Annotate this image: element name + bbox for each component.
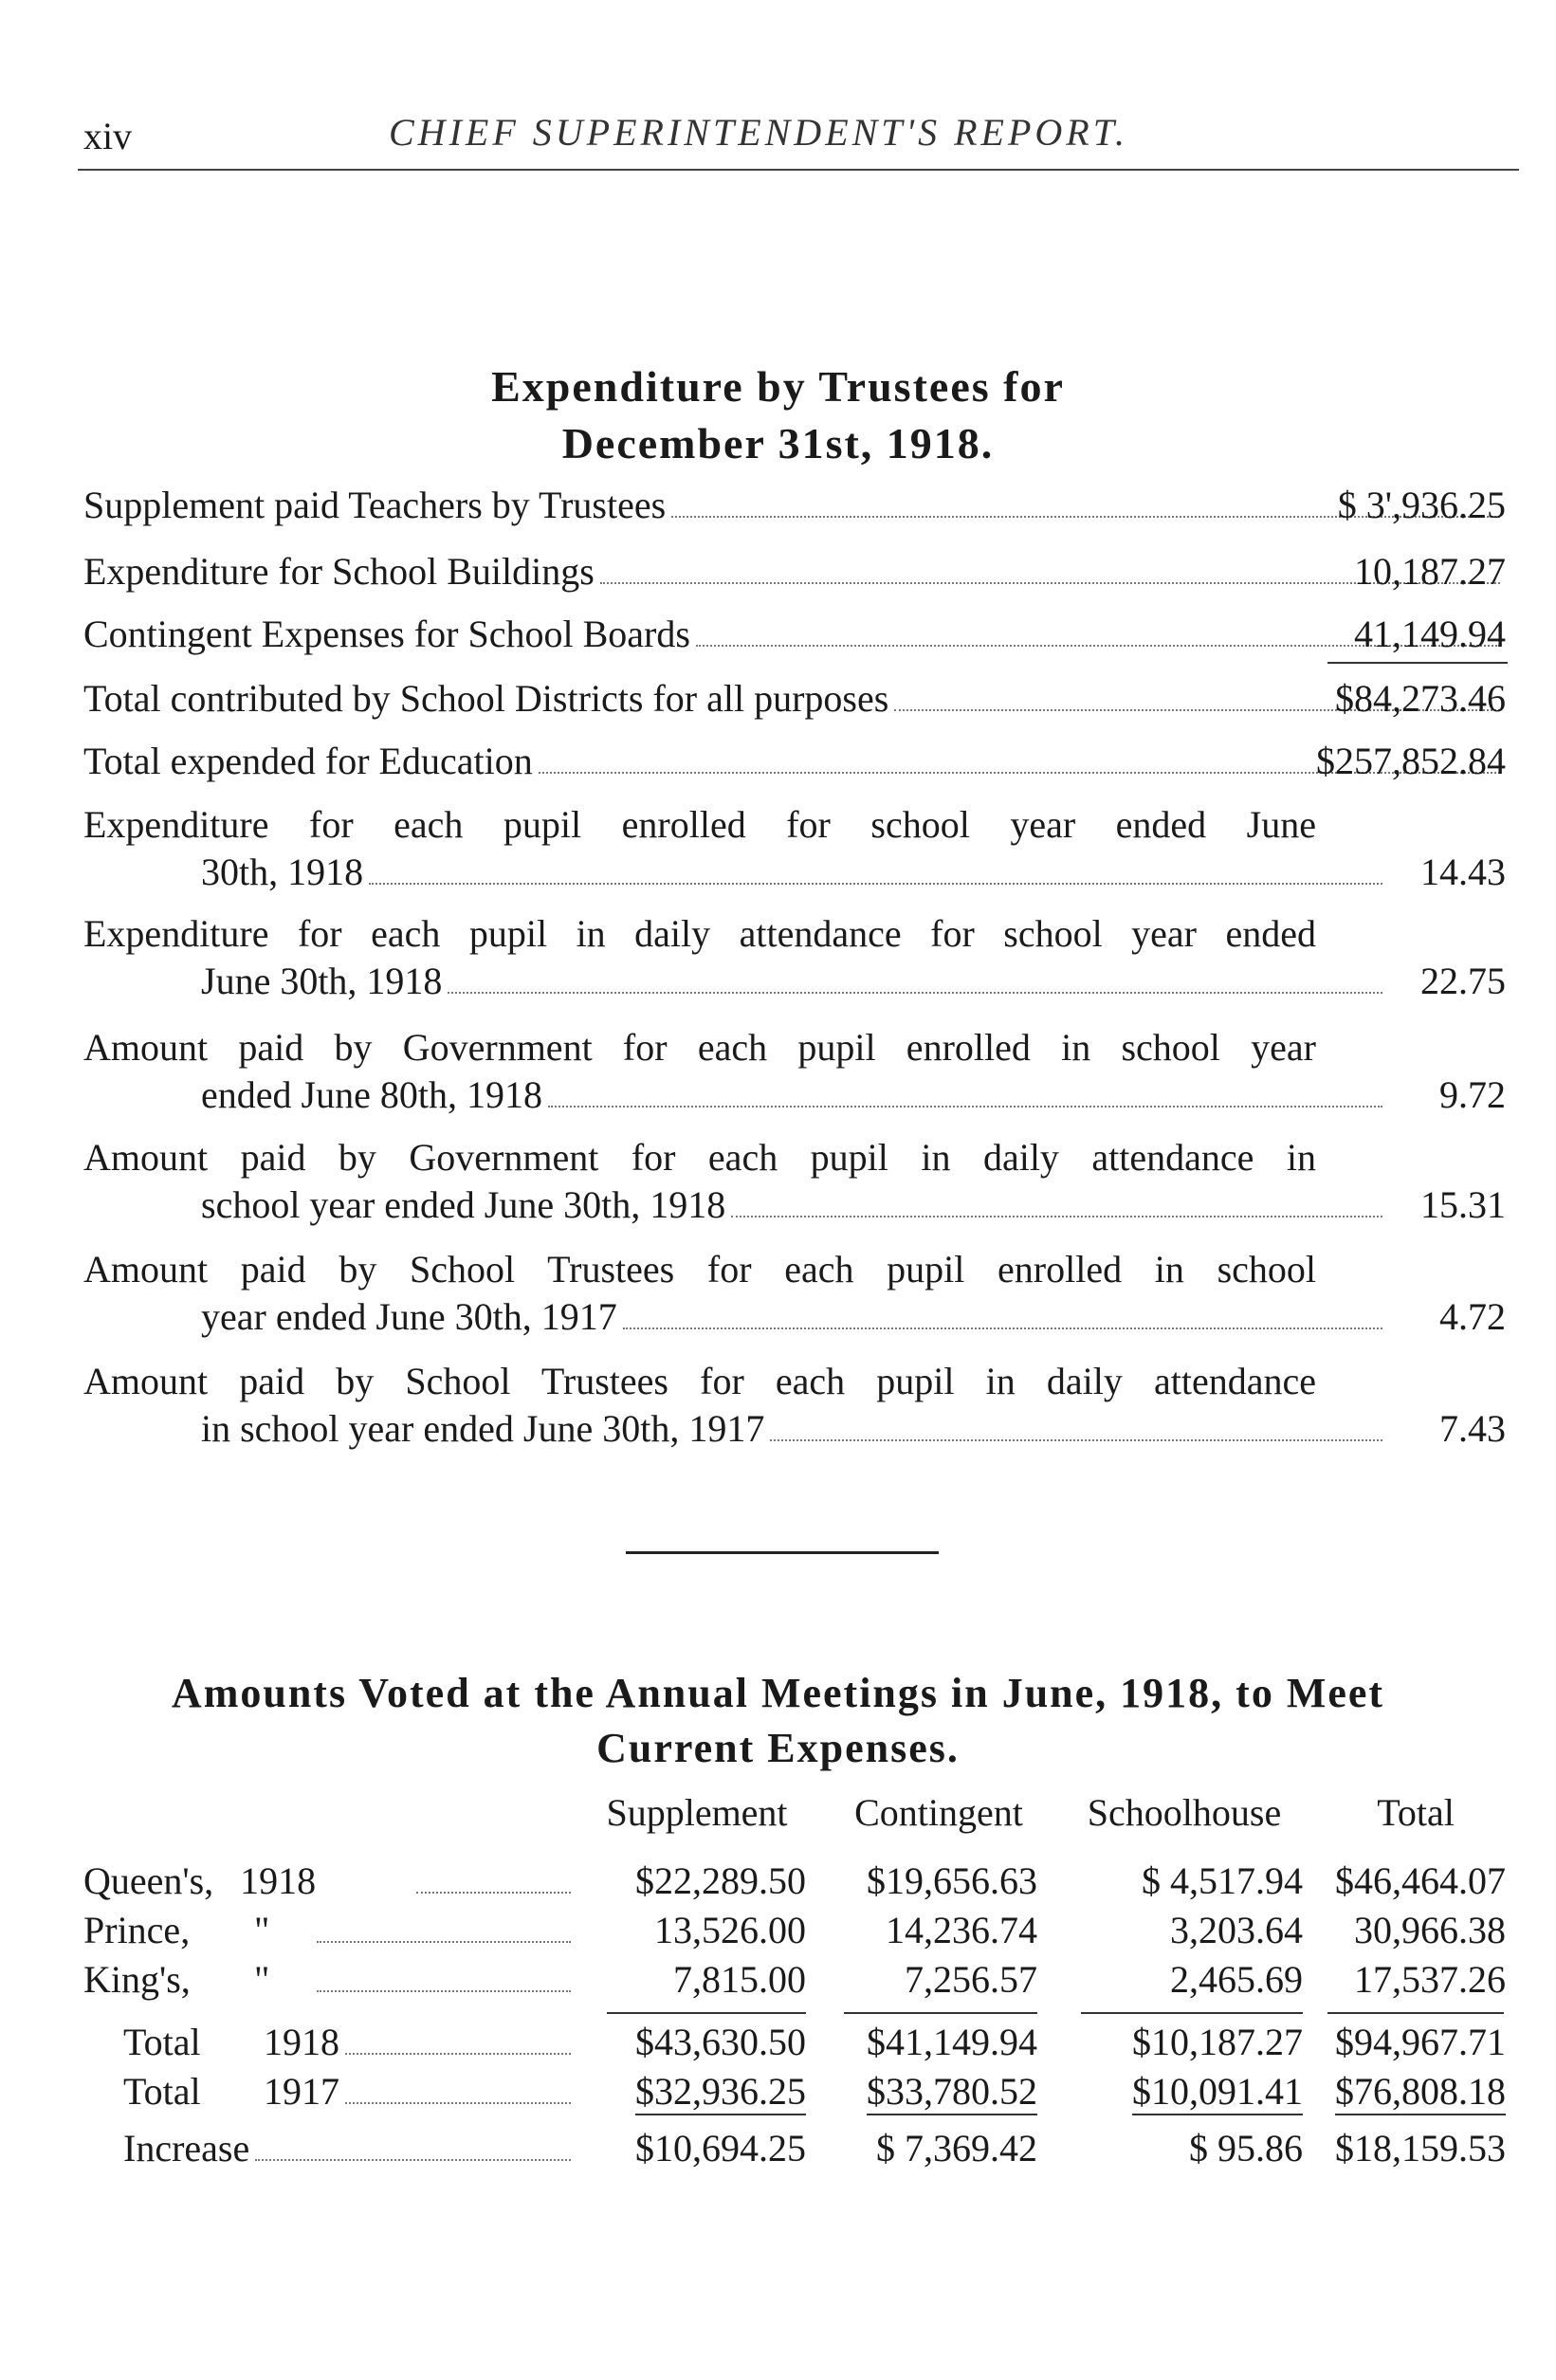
cell-contingent: $19,656.63: [867, 1859, 1037, 1902]
sum-rule: [607, 2012, 806, 2014]
leader-dots: [317, 1990, 571, 1992]
row-year: 1917: [264, 2070, 339, 2113]
cell-contingent: 14,236.74: [886, 1909, 1037, 1951]
row-amount: 9.72: [1439, 1073, 1506, 1116]
cell-contingent: $ 7,369.42: [876, 2127, 1037, 2169]
column-header-supplement: Supplement: [606, 1791, 788, 1834]
cell-total: 30,966.38: [1354, 1909, 1506, 1951]
leader-dots: [448, 992, 1382, 994]
row-amount: $ 3',936.25: [1337, 484, 1506, 526]
cell-schoolhouse: $ 4,517.94: [1142, 1859, 1303, 1902]
row-label: Total: [123, 2070, 201, 2113]
row-amount: 41,149.94: [1354, 613, 1506, 655]
cell-schoolhouse: $10,187.27: [1132, 2021, 1303, 2063]
table-row: [83, 1858, 1515, 1908]
expenditure-row: [83, 910, 1506, 1005]
sum-rule: [1327, 2012, 1504, 2014]
cell-supplement: $22,289.50: [635, 1859, 806, 1902]
row-label-line2: ended June 80th, 1918: [201, 1073, 542, 1116]
leader-dots: [770, 1439, 1382, 1441]
row-amount: $84,273.46: [1335, 677, 1506, 720]
row-amount: 4.72: [1439, 1295, 1506, 1338]
sum-rule: [1327, 662, 1508, 664]
row-label-line1: Amount paid by Government for each pupil enrolled in school year: [83, 1026, 1316, 1069]
row-label-line2: year ended June 30th, 1917: [201, 1295, 617, 1338]
running-title: CHIEF SUPERINTENDENT'S REPORT.: [389, 111, 1128, 154]
cell-contingent: $33,780.52: [867, 2069, 1037, 2115]
cell-total: $46,464.07: [1335, 1859, 1506, 1902]
table-total-row: [83, 2020, 1515, 2069]
section2-title-line1: Amounts Voted at the Annual Meetings in June, 1918, to Meet: [171, 1670, 1385, 1716]
row-label-line1: Expenditure for each pupil enrolled for school year ended June: [83, 803, 1316, 846]
row-year: 1918: [240, 1859, 317, 1902]
row-amount: 10,187.27: [1354, 550, 1506, 593]
cell-contingent: 7,256.57: [905, 1958, 1037, 2001]
row-amount: $257,852.84: [1316, 740, 1506, 782]
row-label-line1: Amount paid by School Trustees for each pupil enrolled in school: [83, 1248, 1316, 1291]
expenditure-row: [83, 738, 1506, 785]
cell-schoolhouse: $ 95.86: [1189, 2127, 1303, 2169]
cell-supplement: $10,694.25: [635, 2127, 806, 2169]
row-label: Expenditure for School Buildings: [83, 550, 595, 593]
table-total-row: [83, 2069, 1515, 2118]
column-header-total: Total: [1377, 1791, 1455, 1834]
row-label-line2: school year ended June 30th, 1918: [201, 1183, 726, 1226]
expenditure-row: [83, 801, 1506, 896]
leader-dots: [623, 1327, 1382, 1329]
column-header-schoolhouse: Schoolhouse: [1087, 1791, 1282, 1834]
row-label-line2: June 30th, 1918: [201, 960, 443, 1002]
cell-supplement: $43,630.50: [635, 2021, 806, 2063]
row-label: King's,: [83, 1958, 191, 2001]
sum-rule: [844, 2012, 1037, 2014]
expenditure-row: [83, 675, 1506, 723]
row-label: Contingent Expenses for School Boards: [83, 613, 690, 655]
row-label-line2: in school year ended June 30th, 1917: [201, 1407, 765, 1450]
row-label: Total expended for Education: [83, 740, 533, 782]
row-label: Total: [123, 2021, 201, 2063]
row-amount: 22.75: [1420, 960, 1506, 1002]
section1-title-line2: December 31st, 1918.: [561, 419, 995, 467]
cell-total: $94,967.71: [1335, 2021, 1506, 2063]
leader-dots: [731, 1216, 1382, 1217]
column-header-contingent: Contingent: [854, 1791, 1023, 1834]
leader-dots: [369, 883, 1382, 885]
cell-supplement: 7,815.00: [673, 1958, 806, 2001]
cell-schoolhouse: 2,465.69: [1170, 1958, 1303, 2001]
section-divider: [626, 1551, 939, 1554]
expenditure-row: [83, 1134, 1506, 1229]
cell-total: 17,537.26: [1354, 1958, 1506, 2001]
row-label: Prince,: [83, 1909, 191, 1951]
leader-dots: [416, 1892, 571, 1894]
row-amount: 15.31: [1420, 1183, 1506, 1226]
expenditure-row: [83, 1024, 1506, 1119]
expenditure-row: [83, 482, 1506, 529]
row-year: ": [254, 1909, 270, 1951]
expenditure-row: [83, 548, 1506, 595]
table-row: [83, 1957, 1515, 2006]
sum-rule: [1081, 2012, 1303, 2014]
leader-dots: [548, 1106, 1382, 1108]
leader-dots: [255, 2159, 571, 2161]
row-amount: 7.43: [1439, 1407, 1506, 1450]
row-label-line1: Amount paid by Government for each pupil in daily attendance in: [83, 1136, 1316, 1179]
header-rule: [78, 169, 1519, 171]
page-number: xiv: [83, 115, 133, 157]
table-row: [83, 1908, 1515, 1957]
row-amount: 14.43: [1420, 851, 1506, 893]
table-total-row: [83, 2126, 1515, 2175]
leader-dots: [345, 2053, 571, 2055]
row-label-line1: Amount paid by School Trustees for each pupil in daily attendance: [83, 1360, 1316, 1402]
row-label: Supplement paid Teachers by Trustees: [83, 484, 667, 526]
expenditure-row: [83, 611, 1506, 658]
cell-total: $76,808.18: [1335, 2069, 1506, 2115]
expenditure-row: [83, 1358, 1506, 1453]
cell-supplement: $32,936.25: [635, 2069, 806, 2115]
row-year: 1918: [264, 2021, 339, 2063]
row-year: ": [254, 1958, 270, 2001]
cell-contingent: $41,149.94: [867, 2021, 1037, 2063]
row-label: Total contributed by School Districts for all purposes: [83, 677, 889, 720]
cell-total: $18,159.53: [1335, 2127, 1506, 2169]
row-label: Queen's,: [83, 1859, 214, 1902]
expenditure-row: [83, 1246, 1506, 1341]
leader-dots: [345, 2102, 571, 2104]
row-label-line1: Expenditure for each pupil in daily attendance for school year ended: [83, 912, 1316, 955]
section1-title-line1: Expenditure by Trustees for: [491, 362, 1065, 411]
row-label-line2: 30th, 1918: [201, 851, 364, 893]
row-label: Increase: [123, 2127, 250, 2169]
cell-schoolhouse: 3,203.64: [1170, 1909, 1303, 1951]
leader-dots: [317, 1941, 571, 1943]
section2-title-line2: Current Expenses.: [596, 1725, 960, 1771]
cell-supplement: 13,526.00: [654, 1909, 806, 1951]
cell-schoolhouse: $10,091.41: [1132, 2069, 1303, 2115]
